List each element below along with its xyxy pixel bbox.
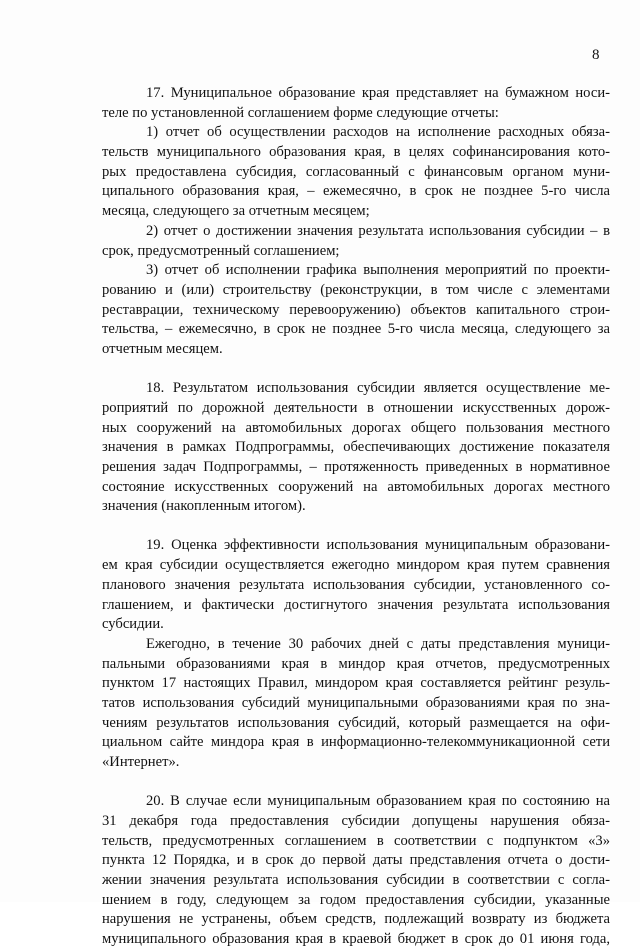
text-line: реставрации, техническому перевооружению) объектов капитального строи- <box>102 301 610 318</box>
text-line: 1) отчет об осуществлении расходов на исполнение расходных обяза- <box>146 124 610 141</box>
text-line: значения (накопленным итогом). <box>102 498 306 515</box>
text-line: «Интернет». <box>102 754 180 770</box>
text-line: рых предоставлена субсидия, согласованный с финансовым органом муни- <box>102 163 610 180</box>
paragraph-gap <box>102 360 610 380</box>
text-line: пальными образованиями края в миндор края отчетов, предусмотренных <box>102 655 610 672</box>
text-line: 2) отчет о достижении значения результата использования субсидии – в <box>146 222 610 239</box>
text-line: чениям результатов использования субсидий, который размещается на офи- <box>102 714 610 731</box>
text-line: 31 декабря года предоставления субсидии допущены нарушения обяза- <box>102 812 610 829</box>
text-line: 19. Оценка эффективности использования муниципальным образовани- <box>146 537 610 554</box>
text-line: рованию и (или) строительству (реконструкции, в том числе с элементами <box>102 281 610 298</box>
text-line: значения в рамках Подпрограммы, обеспечивающих достижение показателя <box>102 439 610 456</box>
text-line: тельств муниципального образования края, в целях софинансирования кото- <box>102 144 610 161</box>
text-line: месяца, следующего за отчетным месяцем; <box>102 203 370 220</box>
paragraph-gap <box>102 517 610 537</box>
text-line: глашением, и фактически достигнутого значения результата использования <box>102 596 610 613</box>
text-line: 18. Результатом использования субсидии является осуществление ме- <box>146 380 610 397</box>
text-line: ципального образования края, – ежемесячно, в срок не позднее 5-го числа <box>102 183 610 200</box>
paragraph-18 <box>102 379 610 517</box>
paragraph-17 <box>102 84 610 360</box>
text-line: шением в году, следующем за годом предоставления субсидии, указанные <box>102 891 610 908</box>
page-number: 8 <box>592 47 600 63</box>
text-line: пунктом 17 настоящих Правил, миндором края составляется рейтинг резуль- <box>102 675 610 692</box>
text-line: нарушения не устранены, объем средств, подлежащий возврату из бюджета <box>102 911 610 928</box>
text-line: решения задач Подпрограммы, – протяженность приведенных в нормативное <box>102 458 610 475</box>
text-line: тельств, предусмотренных соглашением в соответствии с подпунктом «3» <box>102 832 610 849</box>
text-line: ем края субсидии осуществляется ежегодно миндором края путем сравнения <box>102 557 610 574</box>
text-line: жении значения результата использования субсидии в соответствии с согла- <box>102 871 610 888</box>
text-line: срок, предусмотренный соглашением; <box>102 242 340 259</box>
paragraph-19 <box>102 536 610 772</box>
text-line: муниципального образования края в краевой бюджет в срок до 01 июня года, <box>102 931 610 947</box>
text-line: субсидии. <box>102 616 164 633</box>
text-line: татов использования субсидий муниципальными образованиями края по зна- <box>102 694 610 711</box>
text-line: 3) отчет об исполнении графика выполнения мероприятий по проекти- <box>146 262 610 279</box>
text-line: пункта 12 Порядка, и в срок до первой даты представления отчета о дости- <box>102 852 610 869</box>
text-line: 20. В случае если муниципальным образованием края по состоянию на <box>146 793 610 810</box>
text-line: роприятий по дорожной деятельности в отношении искусственных дорож- <box>102 399 610 416</box>
paragraph-gap <box>102 773 610 793</box>
text-line: состояние искусственных сооружений на автомобильных дорогах местного <box>102 478 610 495</box>
text-line: теле по установленной соглашением форме следующие отчеты: <box>102 104 499 121</box>
text-line: 17. Муниципальное образование края представляет на бумажном носи- <box>146 85 610 101</box>
paragraph-20 <box>102 792 610 950</box>
text-line: тельства, – ежемесячно, в срок не позднее 5-го числа месяца, следующего за <box>102 321 610 338</box>
text-line: ных сооружений на автомобильных дорогах общего пользования местного <box>102 419 610 436</box>
text-line: планового значения результата использования субсидии, установленного со- <box>102 576 610 593</box>
text-line: циальном сайте миндора края в информационно-телекоммуникационной сети <box>102 734 610 751</box>
text-line: Ежегодно, в течение 30 рабочих дней с даты представления муници- <box>146 635 610 652</box>
document-body <box>102 84 610 950</box>
text-line: отчетным месяцем. <box>102 340 223 357</box>
